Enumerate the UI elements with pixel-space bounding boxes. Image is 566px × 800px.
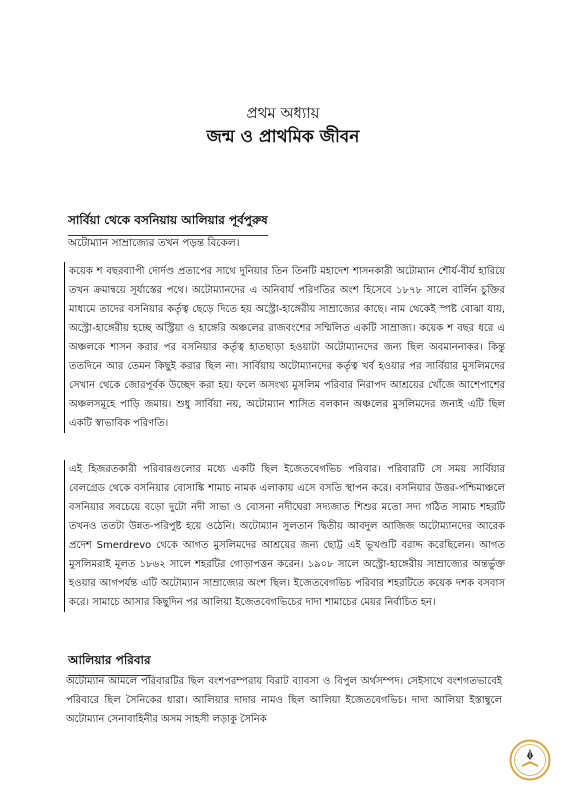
section-lead: অটোম্যান সাম্রাজ্যের তখন পড়ন্ত বিকেল। — [68, 237, 240, 249]
publisher-logo-icon — [509, 739, 551, 781]
section-heading-text: আলিয়ার পরিবার — [68, 653, 151, 667]
chapter-title: জন্ম ও প্রাথমিক জীবন — [206, 127, 360, 147]
paragraph: এই হিজরতকারী পরিবারগুলোর মধ্যে একটি ছিল ইজেতবেগভিচ পরিবার। পরিবারটি সে সময় সার্বিয়ার বেলগ্রেড থেকে বসনিয়ার বোসাঙ্কি শামাচ নামক এলাকায় এসে বসতি স্থাপন করে। বসনিয়ার উত্তর-পশ্চিমাঞ্চলে বসনিয়ার সবচেয়ে বড়ো দুটো নদী সাভা ও বোসনা নদীঘেরা সদ্যজাত শিশুর মতো সদ্য গঠিত সামাচ শহরটি তখনও ততটা উন্নত-পরিপুষ্ট হয়ে ওঠেনি। অটোম্যান সুলতান দ্বিতীয় আবদুল আজিজ অটোম্যানদের আরেক প্রদেশ Smerdrevo থেকে আগত মুসলিমদের আশ্রয়ের জন্য ছোট্ট এই ভূখণ্ডটি বরাদ্দ করেছিলেন। আগত মুসলিমরাই মূলত ১৮৬২ সালে শহরটির গোড়াপত্তন করেন। ১৯০৮ সালে অস্ট্রো-হাঙ্গেরীয় সাম্রাজ্যের অন্তর্ভুক্ত হওয়ার আগপর্যন্ত এটি অটোম্যান সাম্রাজ্যের অংশ ছিল। ইজেতবেগভিচ পরিবার শহরটিতে কয়েক দশক বসবাস করে। সামাচে আসার কিছুদিন পর আলিয়া ইজেতবেগভিচের দাদা শামাচের মেয়র নির্বাচিত হন। — [64, 460, 505, 612]
chapter-number: প্রথম অধ্যায় — [246, 104, 320, 122]
paragraph: অটোম্যান আমলে পরিবারটির ছিল বংশপরম্পরায় বিরাট ব্যাবসা ও বিপুল অর্থসম্পদ। সেইসাথে বংশগতভাবেই পরিবারে ছিল সৈনিকের ধারা। আলিয়ার দাদার নামও ছিল আলিয়া ইজেতবেগভিচ। দাদা আলিয়া ইস্তাম্বুলে অটোম্যান সেনাবাহিনীর অসম সাহসী লড়াকু সৈনিক — [66, 676, 502, 725]
section-heading-ancestors — [68, 212, 268, 236]
section-heading-text: সার্বিয়া থেকে বসনিয়ায় আলিয়ার পূর্বপুরুষ — [68, 213, 268, 227]
paragraph: কয়েক শ বছরব্যাপী দোর্দণ্ড প্রতাপের সাথে দুনিয়ার তিন তিনটি মহাদেশ শাসনকারী অটোম্যান শৌর্য-বীর্য হারিয়ে তখন ক্রমান্বয়ে সূর্যাস্তের পথে। অটোম্যানদের এ অনিবার্য পরিণতির অংশ হিসেবে ১৮৭৮ সালে বার্লিন চুক্তির মাধ্যমে তাদের বসনিয়ার কর্তৃত্ব ছেড়ে দিতে হয় অস্ট্রো-হাঙ্গেরীয় সাম্রাজ্যের কাছে। নাম থেকেই স্পষ্ট বোঝা যায়, অস্ট্রো-হাঙ্গেরীয় হচ্ছে অস্ট্রিয়া ও হাঙ্গেরি অঞ্চলের রাজবংশের সম্মিলিত একটি সাম্রাজ্য। কয়েক শ বছর ধরে এ অঞ্চলকে শাসন করার পর বসনিয়ার কর্তৃত্ব হাতছাড়া হওয়াটা অটোম্যানদের জন্য ছিল অবমাননাকর। কিন্তু ততদিনে আর তেমন কিছুই করার ছিল না। সার্বিয়ায় অটোম্যানদের কর্তৃত্ব খর্ব হওয়ার পর সার্বিয়ার মুসলিমদের সেখান থেকে জোরপূর্বক উচ্ছেদ করা হয়। ফলে অসংখ্য মুসলিম পরিবার নিরাপদ আশ্রয়ের খোঁজে আশেপাশের অঞ্চলসমূহে পাড়ি জমায়। শুধু সার্বিয়া নয়, অটোম্যান শাসিত বলকান অঞ্চলের মুসলিমদের জন্যই এটি ছিল একটি স্বাভাবিক পরিণতি। — [64, 262, 505, 433]
